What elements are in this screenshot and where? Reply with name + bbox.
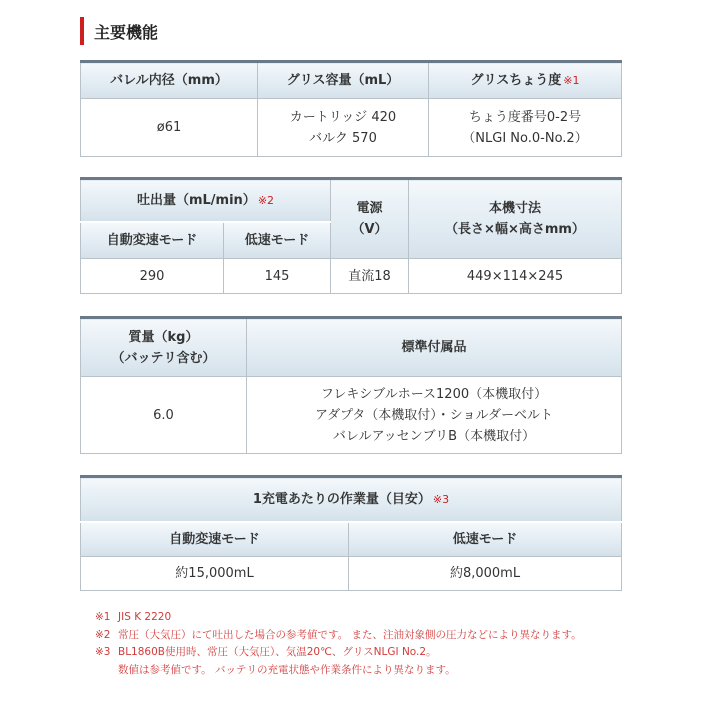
- grease-cartridge-line: カートリッジ 420: [289, 109, 397, 125]
- header-power-unit: （V）: [351, 222, 388, 237]
- header-grease-consistency-label: グリスちょう度: [470, 73, 562, 88]
- accessory-item: フレキシブルホース1200（本機取付）: [320, 386, 548, 402]
- header-grease-capacity: グリス容量（mL）: [258, 62, 429, 99]
- header-power-label: 電源: [356, 201, 383, 216]
- header-workload-label: 1充電あたりの作業量（目安）: [252, 491, 431, 507]
- footnote-mark: ※3: [95, 646, 111, 658]
- header-dimensions-label: 本機寸法: [488, 201, 541, 216]
- grease-bulk-line: バルク 570: [309, 130, 377, 146]
- section-title: 主要機能: [94, 22, 159, 42]
- value-grease-capacity: [258, 99, 429, 157]
- header-dimensions: [409, 179, 622, 259]
- accessory-item: アダプタ（本機取付）・ショルダーベルト: [315, 407, 553, 423]
- title-accent-bar: [80, 17, 84, 45]
- footnote-text: BL1860B使用時、常圧（大気圧）、気温20℃、グリスNLGI No.2。: [118, 646, 437, 658]
- footnote-3-continuation: 数値は参考値です。 バッテリの充電状態や作業条件により異なります。: [118, 663, 456, 676]
- value-discharge-low: 145: [224, 259, 331, 294]
- subheader-auto-mode: 自動変速モード: [81, 222, 224, 259]
- header-mass-label: 質量（kg）: [128, 329, 199, 345]
- header-accessories: 標準付属品: [247, 318, 622, 377]
- footnote-2: [95, 627, 582, 645]
- value-power: 直流18: [331, 259, 409, 294]
- header-discharge-rate-label: 吐出量（mL/min）: [136, 192, 256, 208]
- header-mass: [81, 318, 247, 377]
- footnote-3: [95, 644, 582, 662]
- header-mass-note: （バッテリ含む）: [111, 350, 216, 366]
- value-dimensions: 449×114×245: [409, 259, 622, 294]
- value-grease-consistency: [429, 99, 622, 157]
- value-discharge-auto: 290: [81, 259, 224, 294]
- note-mark-2: ※2: [257, 193, 275, 207]
- note-mark-3: ※3: [432, 492, 450, 506]
- value-mass: 6.0: [81, 377, 247, 454]
- subheader-workload-low: 低速モード: [349, 522, 622, 557]
- footnotes: [95, 609, 582, 679]
- footnote-text: JIS K 2220: [118, 611, 172, 623]
- header-grease-consistency: [429, 62, 622, 99]
- footnote-mark: ※1: [95, 611, 111, 623]
- value-workload-low: 約8,000mL: [349, 557, 622, 591]
- footnote-text: 常圧（大気圧）にて吐出した場合の参考値です。 また、注油対象側の圧力などにより異なります。: [118, 628, 582, 641]
- consistency-nlgi-line: （NLGI No.0-No.2）: [462, 130, 588, 146]
- header-dimensions-unit: （長さ×幅×高さmm）: [445, 222, 585, 237]
- spec-table-workload: [80, 475, 622, 591]
- value-barrel-diameter: ø61: [81, 99, 258, 157]
- header-power: [331, 179, 409, 259]
- spec-table-mass: [80, 316, 622, 454]
- note-mark-1: ※1: [563, 74, 580, 87]
- header-workload: [81, 477, 622, 522]
- section-header: [80, 17, 158, 45]
- accessory-item: バレルアッセンブリB（本機取付）: [332, 428, 536, 444]
- footnote-1: [95, 609, 582, 627]
- consistency-number-line: ちょう度番号0-2号: [468, 109, 582, 125]
- value-accessories: [247, 377, 622, 454]
- subheader-low-mode: 低速モード: [224, 222, 331, 259]
- spec-table-barrel: [80, 60, 622, 157]
- header-barrel-diameter: バレル内径（mm）: [81, 62, 258, 99]
- footnote-mark: ※2: [95, 628, 111, 641]
- spec-table-discharge: [80, 177, 622, 294]
- header-discharge-rate: [81, 179, 331, 222]
- value-workload-auto: 約15,000mL: [81, 557, 349, 591]
- subheader-workload-auto: 自動変速モード: [81, 522, 349, 557]
